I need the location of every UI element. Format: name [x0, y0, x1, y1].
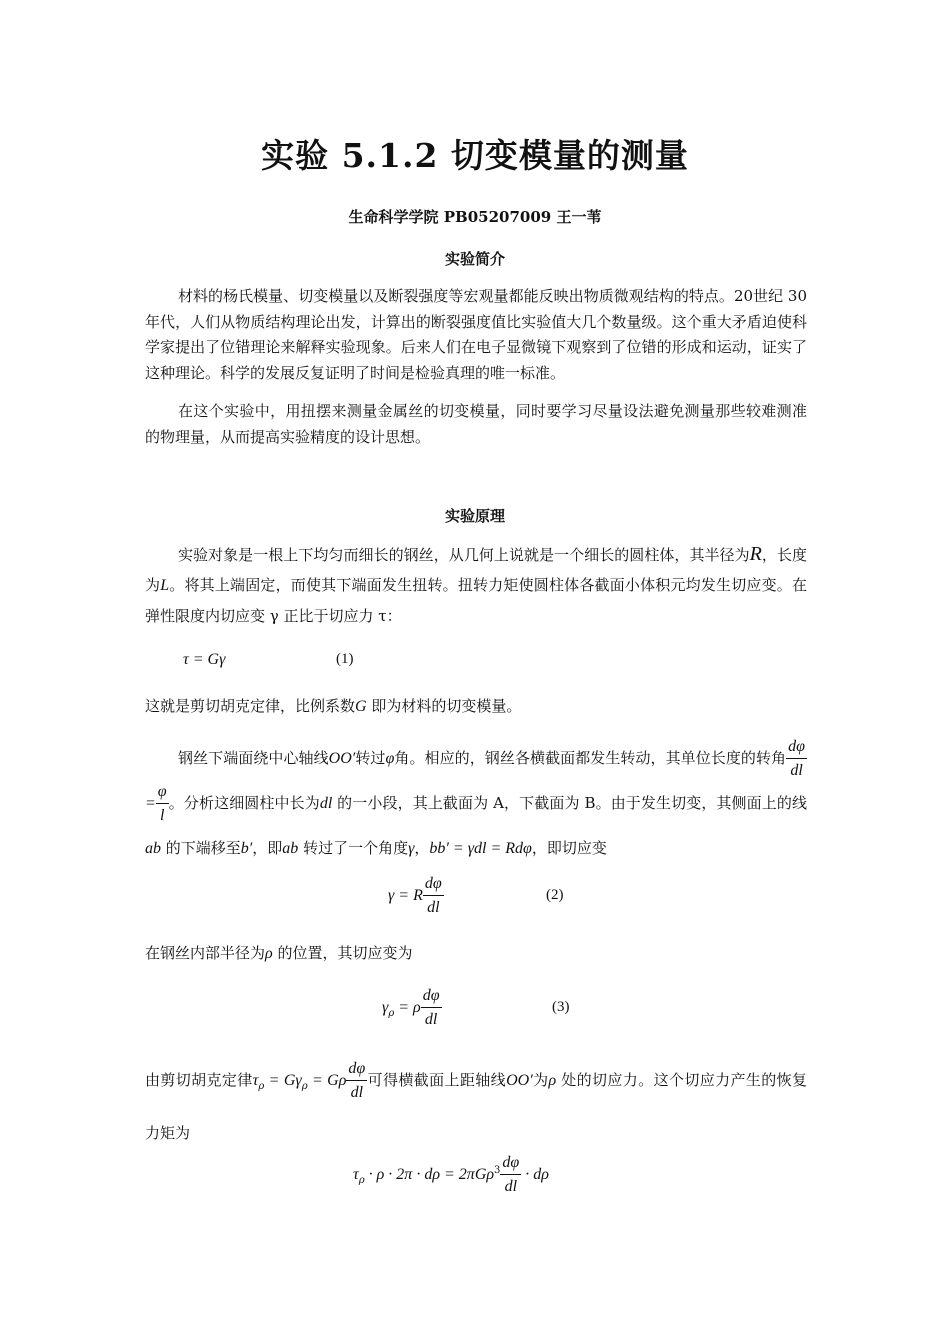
symbol-R: R — [749, 543, 762, 565]
fraction-numerator: dφ — [421, 988, 442, 1008]
text-run: 即为材料的切变模量。 — [366, 697, 522, 715]
text-run: 。将其上端固定，而使其下端面发生扭转。扭转力矩使圆柱体各截面小体积元均发生切应变。在弹性限度内切应变 γ 正比于切应力 τ： — [145, 576, 807, 625]
equation-2 — [388, 876, 444, 916]
symbol-dl: dl — [319, 795, 333, 812]
equation-2-lhs: γ = R — [388, 887, 423, 904]
equation-4-tail: · dρ — [521, 1166, 549, 1183]
fraction-denominator: dl — [504, 1178, 518, 1195]
text-run: ， — [414, 839, 430, 857]
equation-1 — [183, 650, 225, 669]
superscript-3: 3 — [494, 1165, 501, 1176]
fraction-denominator: dl — [790, 762, 803, 779]
fraction-numerator: φ — [156, 784, 169, 804]
principle-paragraph-2 — [145, 694, 807, 720]
symbol-rho: ρ — [548, 1072, 557, 1089]
text-run: 这就是剪切胡克定律，比例系数 — [145, 697, 356, 715]
principle-paragraph-3 — [145, 736, 807, 871]
principle-paragraph-5 — [145, 1057, 807, 1156]
symbol-OO: OO′ — [328, 750, 356, 767]
fraction-dphi-dl — [346, 1061, 367, 1101]
text-run: 由剪切胡克定律 — [145, 1071, 253, 1089]
text-run: ，即切应变 — [531, 839, 607, 857]
symbol-G: G — [355, 698, 367, 715]
subscript-rho: ρ — [358, 1175, 365, 1186]
text-run: 的一小段，其上截面为 A，下截面为 B。由于发生切变，其侧面上的线 — [332, 794, 807, 812]
equation-2-number: (2) — [546, 887, 564, 903]
text-run: 在钢丝内部半径为 — [145, 944, 266, 962]
symbol-ab: ab — [282, 840, 299, 857]
fraction-denominator: dl — [350, 1084, 364, 1101]
symbol-phi: φ — [385, 750, 395, 767]
subscript-rho: ρ — [388, 1008, 395, 1019]
fraction-denominator: dl — [427, 899, 440, 916]
equation-4-tau: τ — [353, 1166, 359, 1183]
intro-paragraph-1: 材料的杨氏模量、切变模量以及断裂强度等宏观量都能反映出物质微观结构的特点。20世纪 30 年代，人们从物质结构理论出发，计算出的断裂强度值比实验值大几个数量级。这个重大矛盾迫使科学家提出了位错理论来解释实验现象。后来人们在电子显微镜下观察到了位错的形成和运动，证实了这种理论。科学的发展反复证明了时间是检验真理的唯一标准。 — [145, 287, 807, 382]
text-run: 可得横截面上距轴线 — [367, 1071, 507, 1089]
fraction-numerator: dφ — [346, 1061, 367, 1081]
symbol-rho: ρ — [265, 945, 273, 962]
fraction-numerator: dφ — [786, 739, 807, 759]
equation-3-mid: = ρ — [394, 999, 421, 1016]
text-run: 为 — [532, 1071, 549, 1089]
symbol-OO: OO′ — [506, 1072, 533, 1089]
text-run: 。分析这细圆柱中长为 — [168, 794, 320, 812]
expression-bb-prime: bb′ = γdl = Rdφ — [429, 840, 532, 857]
text-run: ，即 — [252, 839, 283, 857]
fraction-dphi-dl — [786, 739, 807, 779]
equation-3-number: (3) — [552, 999, 570, 1015]
equation-3-fraction — [421, 988, 442, 1028]
equation-3 — [382, 988, 442, 1028]
intro-paragraph-2: 在这个实验中，用扭摆来测量金属丝的切变模量，同时要学习尽量设法避免测量那些较难测准的物理量，从而提高实验精度的设计思想。 — [145, 402, 807, 446]
subscript-rho: ρ — [258, 1081, 265, 1092]
text-run: 转过了一个角度 — [298, 839, 409, 857]
author-line: 生命科学学院 PB05207009 王一苇 — [348, 208, 602, 226]
section-heading-intro: 实验简介 — [444, 250, 505, 268]
expression-tau: τ — [252, 1072, 259, 1089]
text-run: ，长度为 — [145, 546, 807, 594]
text-run: 转过 — [355, 749, 386, 767]
equation-1-number: (1) — [336, 651, 354, 667]
equation-3-gamma: γ — [382, 999, 389, 1016]
section-heading-principle: 实验原理 — [444, 507, 505, 525]
text-run: 的下端移至 — [161, 839, 241, 857]
symbol-ab: ab — [145, 840, 161, 857]
text-run: 处的切应力。这个切应力产生的恢复力矩为 — [145, 1071, 807, 1142]
fraction-numerator: dφ — [500, 1155, 521, 1175]
fraction-numerator: dφ — [423, 876, 444, 896]
text-run: 实验对象是一根上下均匀而细长的钢丝，从几何上说就是一个细长的圆柱体，其半径为 — [178, 546, 750, 564]
equation-4 — [353, 1155, 549, 1195]
text-run: 钢丝下端面绕中心轴线 — [178, 749, 329, 767]
equation-1-expr: τ = Gγ — [183, 651, 226, 668]
equals-sign: = — [145, 795, 156, 812]
subscript-rho: ρ — [301, 1081, 308, 1092]
equation-4-fraction — [500, 1155, 521, 1195]
equation-4-mid: · ρ · 2π · dρ = 2πGρ — [364, 1166, 495, 1183]
page-title: 实验 5.1.2 切变模量的测量 — [261, 136, 689, 175]
symbol-L: L — [160, 577, 170, 594]
expression-part: = Gγ — [264, 1072, 302, 1089]
equation-2-fraction — [423, 876, 444, 916]
fraction-denominator: dl — [424, 1011, 438, 1028]
principle-paragraph-1 — [145, 539, 807, 631]
expression-part: = Gρ — [307, 1072, 347, 1089]
text-run: 的位置，其切应变为 — [272, 944, 413, 962]
symbol-gamma: γ — [408, 840, 415, 857]
principle-paragraph-4 — [145, 941, 807, 967]
fraction-phi-l — [156, 784, 169, 824]
fraction-denominator: l — [160, 807, 165, 824]
text-run: 角。相应的，钢丝各横截面都发生转动，其单位长度的转角 — [394, 749, 787, 767]
symbol-b-prime: b′ — [240, 840, 253, 857]
